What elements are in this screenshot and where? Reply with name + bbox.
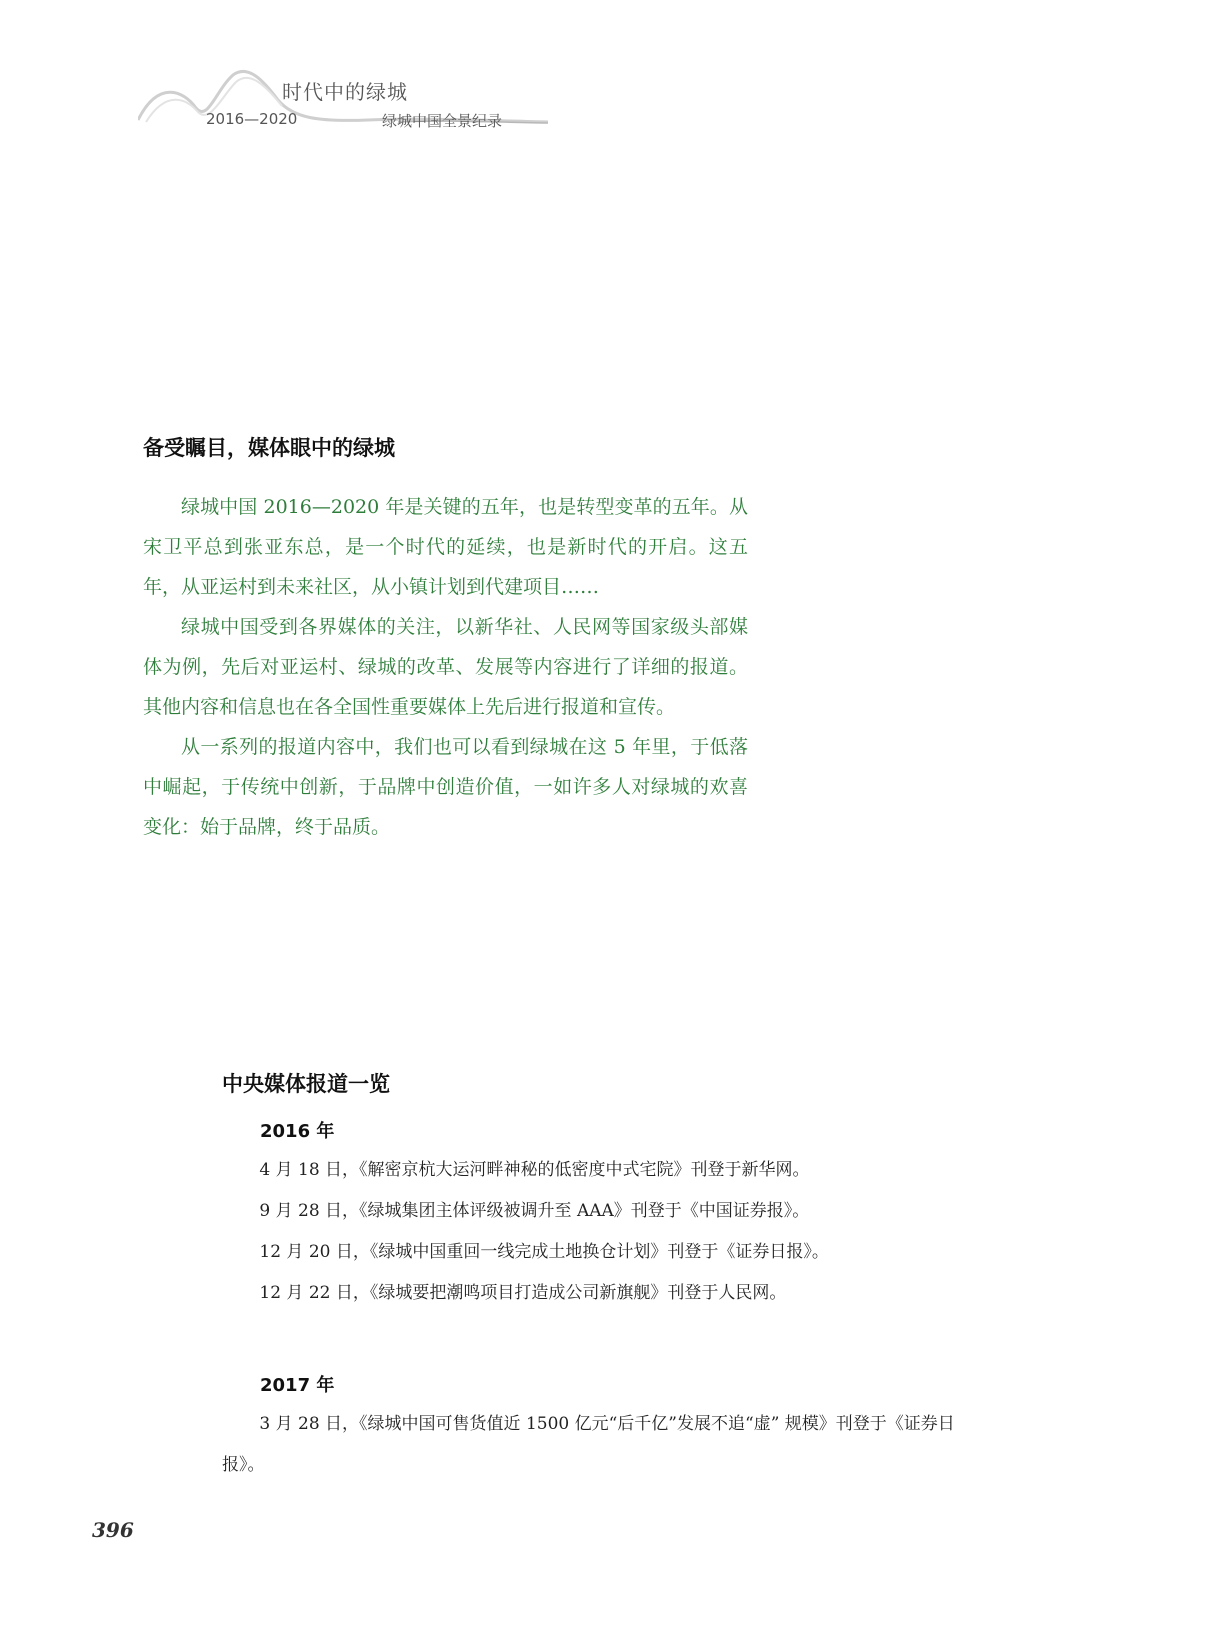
media-list-title: 中央媒体报道一览 (222, 1072, 390, 1096)
intro-paragraph: 绿城中国受到各界媒体的关注，以新华社、人民网等国家级头部媒体为例，先后对亚运村、绿城的改革、发展等内容进行了详细的报道。其他内容和信息也在各全国性重要媒体上先后进行报道和宣传。 (143, 616, 748, 718)
media-entry: 3 月 28 日，《绿城中国可售货值近 1500 亿元“后千亿”发展不追“虚” 规模》刊登于《证券日报》。 (222, 1414, 955, 1475)
year-block-2017 (222, 1368, 982, 1486)
year-label: 2017 年 (260, 1375, 335, 1396)
intro-paragraph: 从一系列的报道内容中，我们也可以看到绿城在这 5 年里，于低落中崛起，于传统中创新，于品牌中创造价值，一如许多人对绿城的欢喜变化：始于品牌，终于品质。 (143, 736, 748, 838)
intro-paragraph: 绿城中国 2016—2020 年是关键的五年，也是转型变革的五年。从宋卫平总到张亚东总，是一个时代的延续，也是新时代的开启。这五年，从亚运村到未来社区，从小镇计划到代建项目…… (143, 496, 748, 598)
book-title: 时代中的绿城 (282, 80, 408, 104)
media-entry: 9 月 28 日，《绿城集团主体评级被调升至 AAA》刊登于《中国证券报》。 (259, 1201, 810, 1221)
section-title: 备受瞩目，媒体眼中的绿城 (143, 436, 395, 460)
book-subtitle: 绿城中国全景纪录 (382, 112, 503, 130)
year-block-2016 (222, 1114, 982, 1314)
year-label: 2016 年 (260, 1121, 335, 1142)
media-entry: 4 月 18 日，《解密京杭大运河畔神秘的低密度中式宅院》刊登于新华网。 (259, 1160, 810, 1180)
media-entry: 12 月 22 日，《绿城要把潮鸣项目打造成公司新旗舰》刊登于人民网。 (259, 1283, 787, 1303)
media-entry: 12 月 20 日，《绿城中国重回一线完成土地换仓计划》刊登于《证券日报》。 (259, 1242, 829, 1262)
page-number: 396 (92, 1518, 134, 1542)
book-years: 2016—2020 (206, 110, 298, 128)
intro-text (143, 487, 748, 847)
